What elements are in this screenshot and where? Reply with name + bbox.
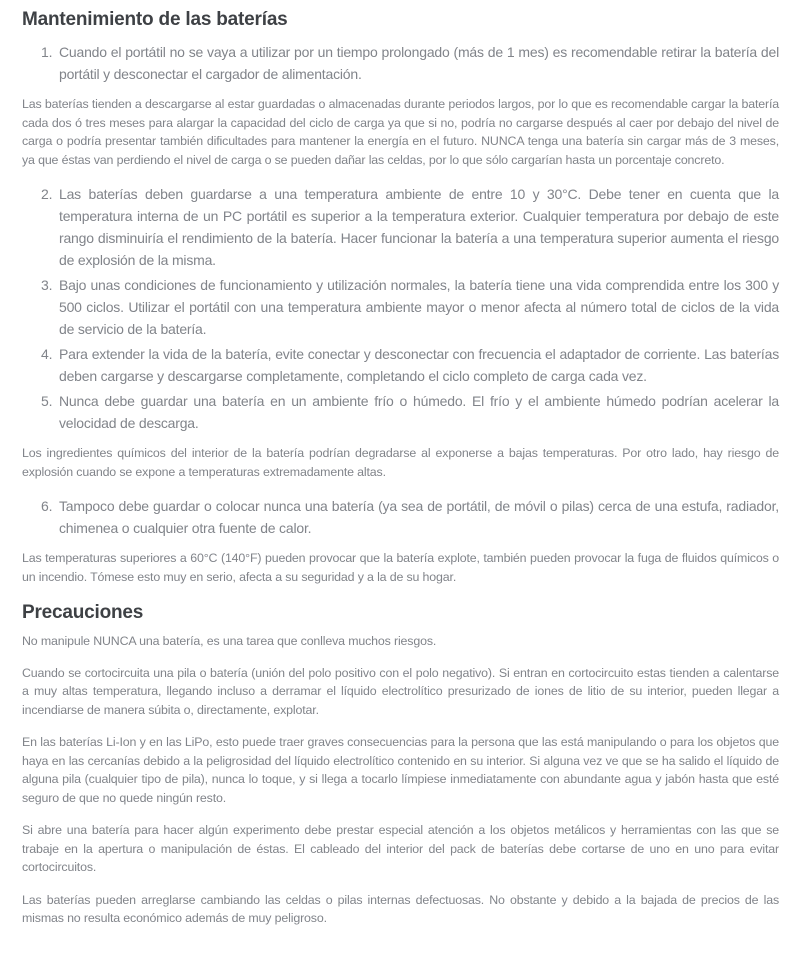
precaution-paragraph-liion-lipo: En las baterías Li-Ion y en las LiPo, esto puede traer graves consecuencias para la persona que las está manipulando o para los objetos que haya en las cercanías debido a la peligrosidad del líquido electrolítico contenido en su interior. Si alguna vez ve que se ha salido el líquido de alguna pila (cualquier tipo de pila), nunca lo toque, y si llega a tocarlo límpiese inmediatamente con abundante agua y jabón hasta que esté seguro de que no quede ningún resto.: [22, 735, 779, 805]
note-high-temperatures: Las temperaturas superiores a 60°C (140°F) pueden provocar que la batería explote, también pueden provocar la fuga de fluidos químicos o un incendio. Tómese esto muy en serio, afecta a su seguridad y a la de su hogar.: [22, 551, 779, 584]
numbered-list-part-2: [22, 183, 779, 434]
precaution-paragraph-repair: Las baterías pueden arreglarse cambiando las celdas o pilas internas defectuosas. No obstante y debido a la bajada de precios de las mismas no resulta económico además de muy peligroso.: [22, 892, 779, 925]
heading-precautions: Precauciones: [22, 602, 144, 623]
list-item-2: 2. Las baterías deben guardarse a una temperatura ambiente de entre 10 y 30°C. Debe tener en cuenta que la temperatura interna de un PC portátil es superior a la temperatura exterior. Cualquier temperatura por debajo de este rango disminuiría el rendimiento de la batería. Hacer funcionar la batería a una temperatura superior aumenta el riesgo de explosión de la misma.: [56, 183, 779, 271]
list-item-1: 1. Cuando el portátil no se vaya a utilizar por un tiempo prolongado (más de 1 mes) es recomendable retirar la batería del portátil y desconectar el cargador de alimentación.: [56, 41, 779, 85]
list-item-4: 4. Para extender la vida de la batería, evite conectar y desconectar con frecuencia el adaptador de corriente. Las baterías deben cargarse y descargarse completamente, completando el ciclo completo de carga cada vez.: [56, 343, 779, 387]
precaution-paragraph-short-circuit: Cuando se cortocircuita una pila o batería (unión del polo positivo con el polo negativo). Si entran en cortocircuito estas tienden a calentarse a muy altas temperatura, llegando incluso a derramar el líquido electrolítico presurizado de iones de litio de su interior, pueden llegar a incendiarse de manera súbita o, directamente, explotar.: [22, 665, 779, 717]
precaution-paragraph-never-handle: No manipule NUNCA una batería, es una tarea que conlleva muchos riesgos.: [22, 634, 437, 648]
note-storage-discharge: Las baterías tienden a descargarse al estar guardadas o almacenadas durante periodos largos, por lo que es recomendable cargar la batería cada dos ó tres meses para alargar la capacidad del ciclo de carga ya que si no, podría no cargarse después al caer por debajo del nivel de carga o podría presentar también dificultades para mantener la energía en el futuro. NUNCA tenga una batería sin cargar más de 3 meses, ya que éstas van perdiendo el nivel de carga o se pueden dañar las celdas, por lo que sólo cargarían hasta un porcentaje concreto.: [22, 97, 779, 167]
precaution-paragraph-open-battery: Si abre una batería para hacer algún experimento debe prestar especial atención a los objetos metálicos y herramientas con las que se trabaje en la apertura o manipulación de éstas. El cableado del interior del pack de baterías debe cortarse de uno en uno para evitar cortocircuitos.: [22, 823, 779, 874]
numbered-list-part-3: [22, 495, 779, 539]
numbered-list-part-1: [22, 41, 779, 85]
note-chemical-degradation: Los ingredientes químicos del interior de la batería podrían degradarse al exponerse a bajas temperaturas. Por otro lado, hay riesgo de explosión cuando se expone a temperaturas extremadamente altas.: [22, 446, 779, 479]
list-item-3: 3. Bajo unas condiciones de funcionamiento y utilización normales, la batería tiene una vida comprendida entre los 300 y 500 ciclos. Utilizar el portátil con una temperatura ambiente mayor o menor afecta al número total de ciclos de la vida de servicio de la batería.: [56, 274, 779, 340]
list-item-6: 6. Tampoco debe guardar o colocar nunca una batería (ya sea de portátil, de móvil o pilas) cerca de una estufa, radiador, chimenea o cualquier otra fuente de calor.: [56, 495, 779, 539]
list-item-5: 5. Nunca debe guardar una batería en un ambiente frío o húmedo. El frío y el ambiente húmedo podrían acelerar la velocidad de descarga.: [56, 390, 779, 434]
heading-maintenance: Mantenimiento de las baterías: [22, 9, 288, 30]
